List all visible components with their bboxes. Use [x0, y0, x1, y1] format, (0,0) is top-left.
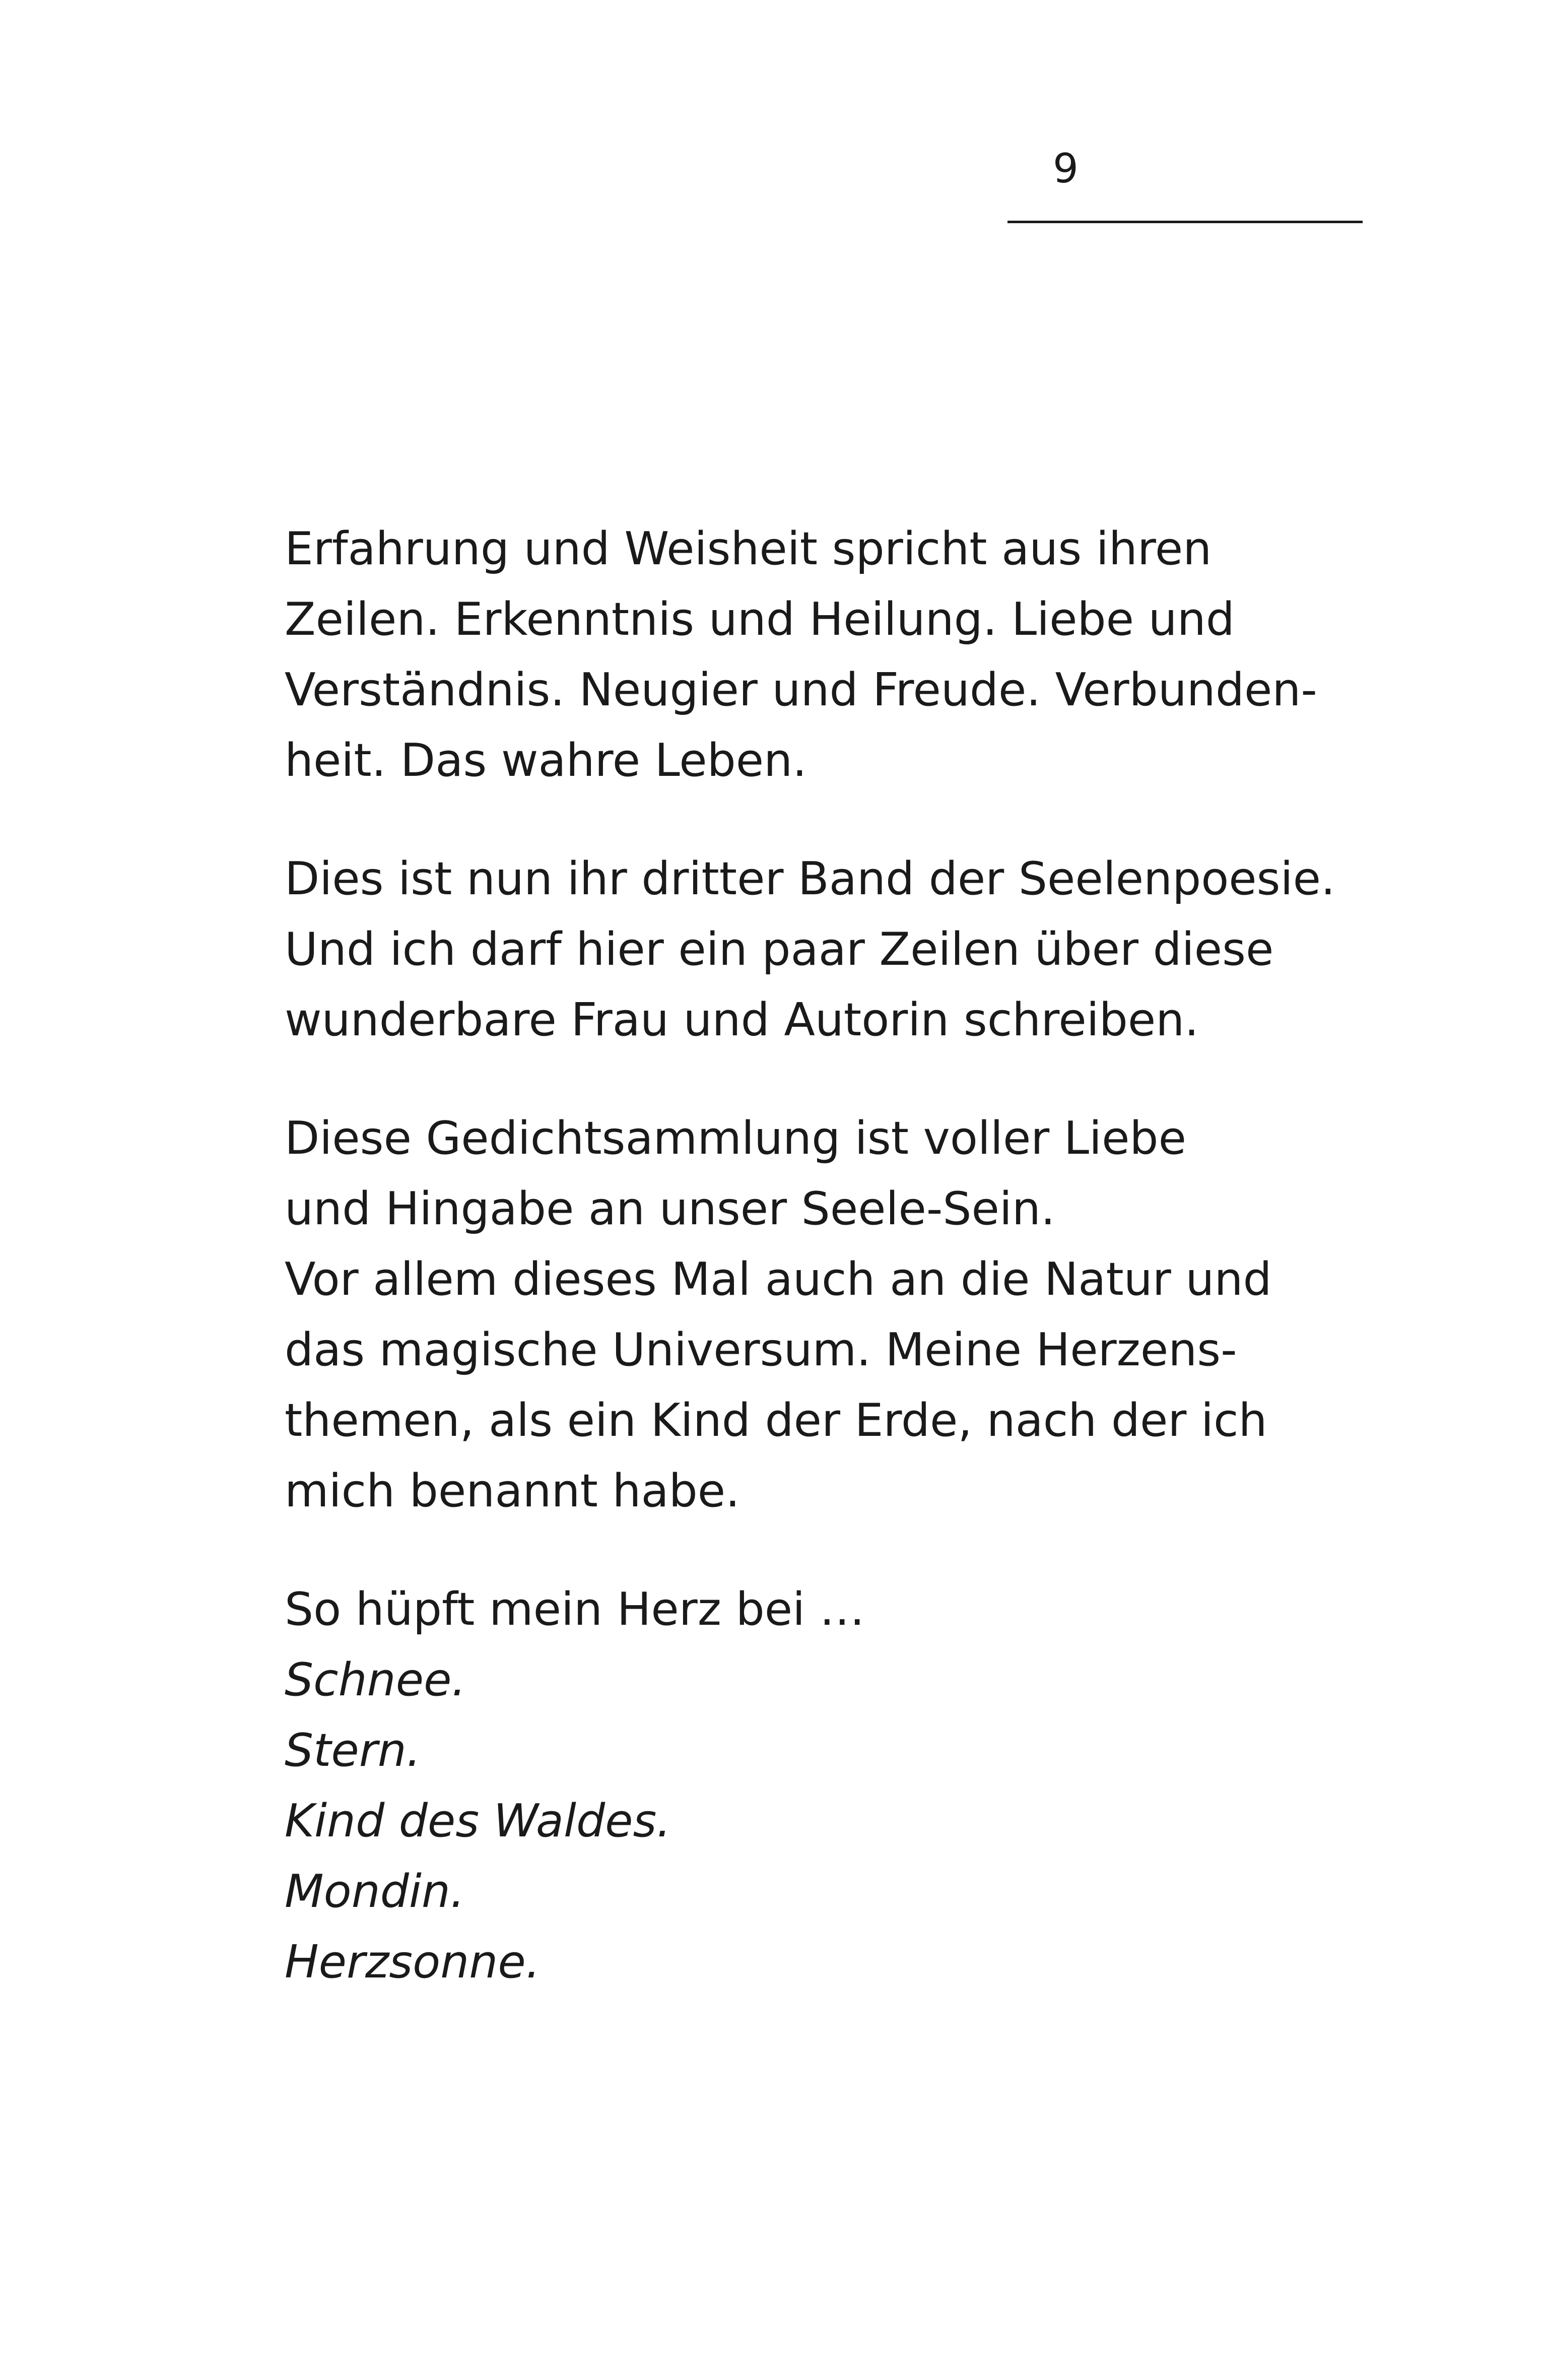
text-line: Zeilen. Erkenntnis und Heilung. Liebe und	[285, 593, 1235, 646]
text-line: Verständnis. Neugier und Freude. Verbunden-	[285, 664, 1317, 716]
text-line: Dies ist nun ihr dritter Band der Seelenpoesie.	[285, 852, 1335, 905]
text-line: So hüpft mein Herz bei …	[285, 1583, 865, 1636]
text-line: und Hingabe an unser Seele-Sein.	[285, 1182, 1055, 1235]
italic-line: Mondin.	[285, 1865, 465, 1918]
text-line: das magische Universum. Meine Herzens-	[285, 1324, 1237, 1376]
italic-line: Schnee.	[285, 1654, 466, 1706]
text-line: themen, als ein Kind der Erde, nach der ich	[285, 1394, 1267, 1447]
italic-line: Stern.	[285, 1724, 421, 1777]
paragraph-3	[285, 1103, 1292, 1527]
header-rule	[1007, 221, 1363, 223]
italic-line: Kind des Waldes.	[285, 1795, 671, 1847]
paragraph-1	[285, 514, 1317, 796]
page-number: 9	[1053, 145, 1079, 192]
text-line: Und ich darf hier ein paar Zeilen über diese	[285, 923, 1274, 976]
paragraph-2	[285, 844, 1335, 1055]
body-text	[285, 514, 1335, 1998]
text-line: Vor allem dieses Mal auch an die Natur und	[285, 1253, 1272, 1306]
text-line: mich benannt habe.	[285, 1465, 740, 1517]
text-line: Erfahrung und Weisheit spricht aus ihren	[285, 522, 1212, 575]
paragraph-4	[285, 1574, 1292, 1998]
text-line: heit. Das wahre Leben.	[285, 734, 807, 787]
italic-line: Herzsonne.	[285, 1936, 541, 1989]
page-header	[1007, 146, 1363, 227]
text-line: wunderbare Frau und Autorin schreiben.	[285, 994, 1199, 1046]
text-line: Diese Gedichtsammlung ist voller Liebe	[285, 1112, 1186, 1165]
